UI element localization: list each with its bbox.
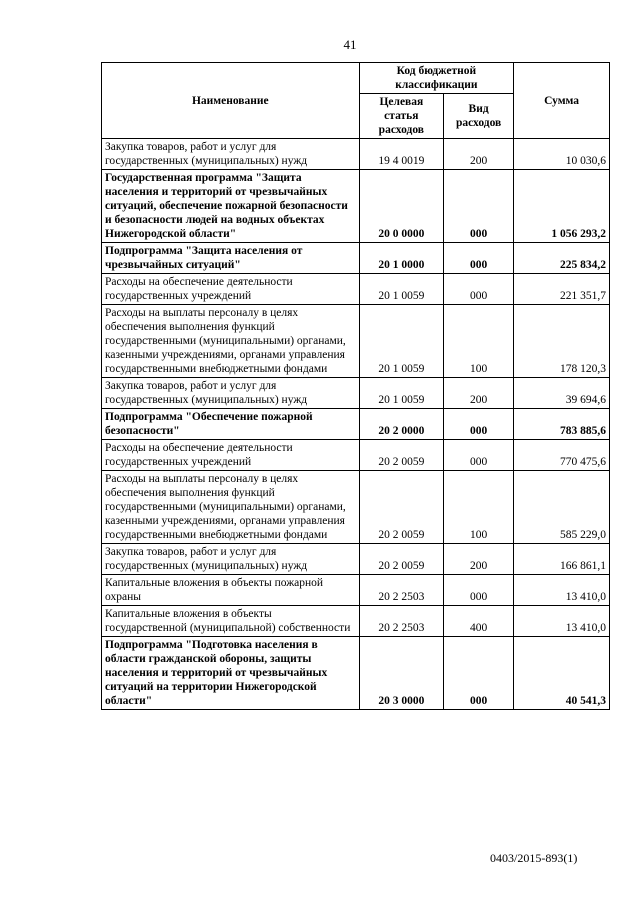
row-type: 100 (444, 471, 514, 544)
row-article: 20 2 0059 (359, 440, 443, 471)
row-sum: 39 694,6 (514, 378, 610, 409)
row-sum: 585 229,0 (514, 471, 610, 544)
row-sum: 10 030,6 (514, 139, 610, 170)
table-body (102, 139, 610, 710)
row-article: 20 1 0059 (359, 274, 443, 305)
table-row (102, 409, 610, 440)
row-sum: 221 351,7 (514, 274, 610, 305)
row-sum: 783 885,6 (514, 409, 610, 440)
row-name: Расходы на выплаты персоналу в целях обеспечения выполнения функций государственными (муниципальными) органами, казенными учреждениями, органами управления государственными внебюджетными фондами (102, 471, 360, 544)
row-name: Капитальные вложения в объекты государственной (муниципальной) собственности (102, 606, 360, 637)
row-article: 20 2 0059 (359, 544, 443, 575)
row-article: 20 1 0059 (359, 378, 443, 409)
row-name: Расходы на обеспечение деятельности государственных учреждений (102, 274, 360, 305)
row-name: Закупка товаров, работ и услуг для государственных (муниципальных) нужд (102, 139, 360, 170)
table-header (102, 63, 610, 139)
table-row (102, 544, 610, 575)
row-sum: 1 056 293,2 (514, 170, 610, 243)
row-name: Подпрограмма "Защита населения от чрезвычайных ситуаций" (102, 243, 360, 274)
row-type: 000 (444, 170, 514, 243)
row-sum: 225 834,2 (514, 243, 610, 274)
page-number: 41 (343, 37, 357, 52)
row-name: Подпрограмма "Обеспечение пожарной безопасности" (102, 409, 360, 440)
row-article: 20 2 2503 (359, 575, 443, 606)
header-type: Вид расходов (444, 94, 514, 139)
document-code: 0403/2015-893(1) (490, 851, 578, 865)
header-name: Наименование (102, 63, 360, 139)
row-name: Государственная программа "Защита населения и территорий от чрезвычайных ситуаций, обеспечение пожарной безопасности и безопасности людей на водных объектах Нижегородской области" (102, 170, 360, 243)
row-type: 200 (444, 139, 514, 170)
row-name: Расходы на выплаты персоналу в целях обеспечения выполнения функций государственными (муниципальными) органами, казенными учреждениями, органами управления государственными внебюджетными фондами (102, 305, 360, 378)
header-article: Целевая статья расходов (359, 94, 443, 139)
header-code-group: Код бюджетной классификации (359, 63, 514, 94)
row-name: Закупка товаров, работ и услуг для государственных (муниципальных) нужд (102, 544, 360, 575)
table-row (102, 274, 610, 305)
row-article: 20 1 0000 (359, 243, 443, 274)
table-row (102, 575, 610, 606)
row-sum: 178 120,3 (514, 305, 610, 378)
table-row (102, 139, 610, 170)
budget-table (101, 62, 610, 710)
table-row (102, 471, 610, 544)
header-sum: Сумма (514, 63, 610, 139)
row-type: 200 (444, 378, 514, 409)
row-article: 20 3 0000 (359, 637, 443, 710)
row-article: 20 2 0000 (359, 409, 443, 440)
row-type: 000 (444, 243, 514, 274)
table-row (102, 170, 610, 243)
table-row (102, 243, 610, 274)
row-article: 20 2 0059 (359, 471, 443, 544)
table-row (102, 378, 610, 409)
row-article: 20 0 0000 (359, 170, 443, 243)
row-type: 100 (444, 305, 514, 378)
row-type: 000 (444, 637, 514, 710)
row-article: 20 1 0059 (359, 305, 443, 378)
row-type: 000 (444, 409, 514, 440)
row-article: 20 2 2503 (359, 606, 443, 637)
table-row (102, 637, 610, 710)
table-row (102, 606, 610, 637)
row-sum: 13 410,0 (514, 575, 610, 606)
row-type: 400 (444, 606, 514, 637)
row-name: Подпрограмма "Подготовка населения в области гражданской обороны, защиты населения и территорий от чрезвычайных ситуаций на территории Нижегородской области" (102, 637, 360, 710)
row-type: 000 (444, 274, 514, 305)
row-sum: 13 410,0 (514, 606, 610, 637)
row-sum: 40 541,3 (514, 637, 610, 710)
row-type: 200 (444, 544, 514, 575)
row-type: 000 (444, 440, 514, 471)
row-sum: 770 475,6 (514, 440, 610, 471)
row-type: 000 (444, 575, 514, 606)
row-article: 19 4 0019 (359, 139, 443, 170)
row-name: Капитальные вложения в объекты пожарной охраны (102, 575, 360, 606)
row-name: Закупка товаров, работ и услуг для государственных (муниципальных) нужд (102, 378, 360, 409)
row-name: Расходы на обеспечение деятельности государственных учреждений (102, 440, 360, 471)
row-sum: 166 861,1 (514, 544, 610, 575)
table-row (102, 305, 610, 378)
table-row (102, 440, 610, 471)
